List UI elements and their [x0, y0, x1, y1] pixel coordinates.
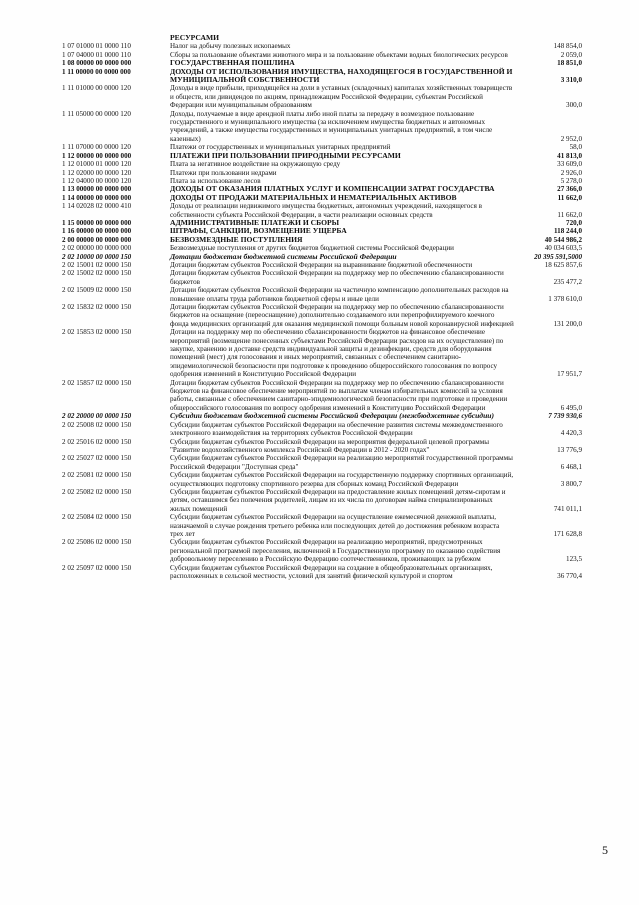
row-name: ГОСУДАРСТВЕННАЯ ПОШЛИНА	[170, 58, 295, 68]
row-name: Дотации бюджетам субъектов Российской Федерации на частичную компенсацию дополнительных расходов на повышение оплаты труда работников бюджетной сферы и иные цели	[170, 286, 509, 303]
row-code: 2 02 25097 02 0000 150	[62, 563, 132, 572]
row-value: 2 952,0	[560, 134, 582, 143]
table-row	[62, 286, 582, 303]
row-value: 3 310,0	[560, 76, 582, 85]
row-name: Субсидии бюджетам субъектов Российской Федерации на осуществление ежемесячной денежной выплаты, назначаемой в случае рождения третьего ребенка или последующих детей до достижения ребенком возраста трех лет	[170, 513, 500, 538]
row-name: ДОХОДЫ ОТ ОКАЗАНИЯ ПЛАТНЫХ УСЛУГ И КОМПЕНСАЦИИ ЗАТРАТ ГОСУДАРСТВА	[170, 184, 495, 194]
row-code: 1 12 02000 00 0000 120	[62, 168, 132, 177]
row-code: 2 02 15001 02 0000 150	[62, 260, 132, 269]
budget-revenue-table	[62, 34, 582, 580]
row-value: 20 395 591,5000	[534, 252, 582, 261]
row-name: Плата за использование лесов	[170, 176, 261, 185]
row-value: 118 244,0	[554, 227, 582, 236]
row-name: Дотации бюджетам субъектов Российской Федерации на поддержку мер по обеспечению сбалансированности бюджетов на оснащение (переоснащение) дополнительно создаваемого или перепрофилируемого коечного фонда медицинских организаций для оказания медицинской помощи больным новой коронавирусной инфекцией	[170, 303, 514, 328]
row-name: БЕЗВОЗМЕЗДНЫЕ ПОСТУПЛЕНИЯ	[170, 234, 303, 244]
row-name: Субсидии бюджетам субъектов Российской Федерации на предоставление жилых помещений детям-сиротам и детям, оставшимся без попечения родителей, лицам из их числа по договорам найма специализированных жилых помещений	[170, 487, 506, 513]
table-row	[62, 34, 582, 42]
row-value: 40 034 603,5	[544, 244, 582, 253]
row-code: 1 15 00000 00 0000 000	[62, 218, 132, 227]
row-code: 1 07 01000 01 0000 110	[62, 42, 131, 51]
row-name: Субсидии бюджетам субъектов Российской Федерации на обеспечение развития системы межведомственного электронного взаимодействия на территориях субъектов Российской Федерации	[170, 420, 503, 438]
row-value: 18 851,0	[557, 59, 582, 68]
table-row	[62, 68, 582, 85]
table-row	[62, 421, 582, 438]
table-row	[62, 261, 582, 269]
row-value: 1 378 610,0	[548, 294, 582, 303]
row-code: 2 02 10000 00 0000 150	[62, 252, 132, 261]
row-name: АДМИНИСТРАТИВНЫЕ ПЛАТЕЖИ И СБОРЫ	[170, 217, 340, 227]
row-name: Безвозмездные поступления от других бюджетов бюджетной системы Российской Федерации	[170, 244, 454, 253]
row-code: 2 00 00000 00 0000 000	[62, 235, 132, 244]
row-value: 41 813,0	[557, 151, 582, 160]
row-value: 40 544 986,2	[544, 235, 582, 244]
row-value: 235 477,2	[553, 277, 582, 286]
row-name: Субсидии бюджетам субъектов Российской Федерации на реализацию мероприятий государственной программы Российской Федерации "Доступная среда"	[170, 454, 513, 471]
row-code: 1 14 02028 02 0000 410	[62, 202, 132, 211]
row-name: Платежи от государственных и муниципальных унитарных предприятий	[170, 143, 391, 152]
row-name: Субсидии бюджетам субъектов Российской Федерации на государственную поддержку спортивных организаций, осуществляющих подготовку спортивного резерва для сборных команд Российской Федерации	[170, 471, 514, 488]
row-value: 171 628,8	[553, 529, 582, 538]
table-row	[62, 379, 582, 413]
row-value: 5 278,0	[560, 176, 582, 185]
row-name: ПЛАТЕЖИ ПРИ ПОЛЬЗОВАНИИ ПРИРОДНЫМИ РЕСУРСАМИ	[170, 150, 401, 160]
row-value: 36 770,4	[557, 572, 582, 580]
table-row	[62, 412, 582, 420]
row-code: 2 02 15853 02 0000 150	[62, 328, 132, 337]
row-code: 1 11 01000 00 0000 120	[62, 84, 131, 93]
table-row	[62, 152, 582, 160]
row-code: 2 02 25084 02 0000 150	[62, 513, 132, 522]
row-code: 1 11 00000 00 0000 000	[62, 67, 131, 76]
table-row	[62, 160, 582, 168]
row-code: 1 11 07000 00 0000 120	[62, 143, 131, 152]
row-name: Субсидии бюджетам субъектов Российской Федерации на создание в общеобразовательных организациях, расположенных в сельской местности, условий для занятий физической культурой и спортом	[170, 563, 493, 580]
row-name: ШТРАФЫ, САНКЦИИ, ВОЗМЕЩЕНИЕ УЩЕРБА	[170, 226, 347, 236]
row-code: 1 13 00000 00 0000 000	[62, 185, 132, 194]
row-code: 2 02 25086 02 0000 150	[62, 538, 132, 547]
row-name: Доходы от реализации недвижимого имущества бюджетных, автономных учреждений, находящегося в собственности субъекта Российской Федерации, в части реализации основных средств	[170, 202, 482, 219]
table-row	[62, 169, 582, 177]
row-name: РЕСУРСАМИ	[170, 33, 220, 42]
row-value: 11 662,0	[557, 210, 582, 219]
table-row	[62, 513, 582, 538]
row-value: 300,0	[566, 101, 582, 110]
row-code: 1 12 04000 00 0000 120	[62, 176, 132, 185]
table-row	[62, 538, 582, 563]
row-value: 4 420,3	[560, 429, 582, 438]
row-code: 2 02 20000 00 0000 150	[62, 412, 132, 421]
table-row	[62, 269, 582, 286]
row-value: 123,5	[566, 555, 582, 564]
row-code: 1 14 00000 00 0000 000	[62, 193, 132, 202]
table-row	[62, 328, 582, 378]
row-value: 7 739 930,6	[548, 412, 582, 421]
row-name: Дотации бюджетам бюджетной системы Российской Федерации	[170, 251, 397, 261]
row-name: Субсидии бюджетам субъектов Российской Федерации на мероприятия федеральной целевой программы "Развитие водохозяйственного комплекса Российской Федерации в 2012 - 2020 годах"	[170, 437, 489, 454]
row-value: 741 011,1	[553, 504, 582, 513]
row-value: 3 800,7	[560, 479, 582, 488]
row-code: 2 02 25082 02 0000 150	[62, 487, 132, 496]
row-value: 18 625 857,6	[544, 260, 582, 269]
table-row	[62, 438, 582, 455]
row-name: ДОХОДЫ ОТ ПРОДАЖИ МАТЕРИАЛЬНЫХ И НЕМАТЕРИАЛЬНЫХ АКТИВОВ	[170, 192, 457, 202]
row-code: 1 12 01000 01 0000 120	[62, 160, 132, 169]
row-code: 2 02 00000 00 0000 000	[62, 244, 132, 253]
row-name: Доходы, получаемые в виде арендной платы либо иной платы за передачу в возмездное пользование государственного и муниципального имущества (за исключением имущества бюджетных и автономных учреждений, а также имущества государственных и муниципальных унитарных предприятий, в том числе казенных)	[170, 109, 493, 143]
row-value: 720,0	[566, 218, 582, 227]
row-value: 6 495,0	[560, 403, 582, 412]
table-row	[62, 454, 582, 471]
row-name: ДОХОДЫ ОТ ИСПОЛЬЗОВАНИЯ ИМУЩЕСТВА, НАХОДЯЩЕГОСЯ В ГОСУДАРСТВЕННОЙ И МУНИЦИПАЛЬНОЙ СОБСТВЕННОСТИ	[170, 66, 513, 85]
row-name: Субсидии бюджетам бюджетной системы Российской Федерации (межбюджетные субсидии)	[170, 411, 495, 421]
table-row	[62, 303, 582, 328]
row-name: Платежи при пользовании недрами	[170, 168, 277, 177]
row-name: Дотации бюджетам субъектов Российской Федерации на поддержку мер по обеспечению сбалансированности бюджетов на финансовое обеспечение мероприятий по выплатам членам избирательных комиссий за условия работы, связанные с обеспечением санитарно-эпидемиологической безопасности при подготовке и проведении общероссийского голосования по вопросу одобрения изменений в Конституцию Российской Федерации	[170, 378, 508, 412]
table-row	[62, 110, 582, 144]
row-code: 1 16 00000 00 0000 000	[62, 227, 132, 236]
table-row	[62, 194, 582, 202]
row-value: 58,0	[569, 143, 582, 152]
row-code: 2 02 25081 02 0000 150	[62, 471, 132, 480]
row-value: 2 926,0	[560, 168, 582, 177]
table-row	[62, 227, 582, 235]
row-name: Сборы за пользование объектами животного мира и за пользование объектами водных биологических ресурсов	[170, 50, 508, 59]
row-name: Дотации бюджетам субъектов Российской Федерации на выравнивание бюджетной обеспеченности	[170, 260, 473, 269]
row-name: Дотации бюджетам субъектов Российской Федерации на поддержку мер по обеспечению сбалансированности бюджетов	[170, 269, 504, 286]
row-code: 2 02 15002 02 0000 150	[62, 269, 132, 278]
row-value: 2 059,0	[560, 50, 582, 59]
table-row	[62, 202, 582, 219]
table-row	[62, 253, 582, 261]
row-code: 1 08 00000 00 0000 000	[62, 59, 132, 68]
row-code: 2 02 25016 02 0000 150	[62, 437, 132, 446]
row-name: Дотации на поддержку мер по обеспечению сбалансированности бюджетов на финансовое обеспечение мероприятий (возмещение понесенных субъектами Российской Федерации расходов на их осуществление) по закупке, хранению и доставке средств индивидуальной защиты и дезинфекции, средств для оборудования помещений (мест) для голосования и иных мероприятий, связанных с обеспечением санитарно-эпидемиологической безопасности при подготовке к проведению общероссийского голосования по вопросу одобрения изменений в Конституцию Российской Федерации	[170, 328, 504, 379]
table-row	[62, 236, 582, 244]
row-value: 148 854,0	[553, 42, 582, 51]
table-row	[62, 84, 582, 109]
row-value: 6 468,1	[560, 462, 582, 471]
row-code: 2 02 15009 02 0000 150	[62, 286, 132, 295]
row-value: 17 951,7	[557, 370, 582, 379]
row-value: 27 366,0	[557, 185, 582, 194]
row-code: 1 12 00000 00 0000 000	[62, 151, 132, 160]
row-name: Налог на добычу полезных ископаемых	[170, 42, 291, 51]
row-code: 2 02 15832 02 0000 150	[62, 303, 132, 311]
table-row	[62, 51, 582, 59]
row-code: 1 07 04000 01 0000 110	[62, 50, 131, 59]
row-code: 2 02 25008 02 0000 150	[62, 420, 132, 429]
table-row	[62, 488, 582, 513]
row-value: 13 776,9	[557, 445, 582, 454]
table-row	[62, 42, 582, 50]
table-row	[62, 471, 582, 488]
row-name: Субсидии бюджетам субъектов Российской Федерации на реализацию мероприятий, предусмотренных региональной программой переселения, включенной в Государственную программу по оказанию содействия добровольному переселению в Российскую Федерацию соотечественников, проживающих за рубежом	[170, 538, 501, 564]
row-name: Плата за негативное воздействие на окружающую среду	[170, 160, 341, 169]
row-code: 1 11 05000 00 0000 120	[62, 109, 131, 118]
row-name: Доходы в виде прибыли, приходящейся на доли в уставных (складочных) капиталах хозяйственных товариществ и обществ, или дивидендов по акциям, принадлежащим Российской Федерации, субъектам Российской Федерации или муниципальным образованиям	[170, 84, 513, 110]
row-value: 33 609,0	[557, 160, 582, 169]
row-code: 2 02 25027 02 0000 150	[62, 454, 132, 463]
table-row	[62, 564, 582, 581]
page-number: 5	[602, 843, 608, 857]
row-code: 2 02 15857 02 0000 150	[62, 378, 132, 387]
row-value: 11 662,0	[557, 193, 582, 202]
row-value: 131 200,0	[553, 319, 582, 328]
